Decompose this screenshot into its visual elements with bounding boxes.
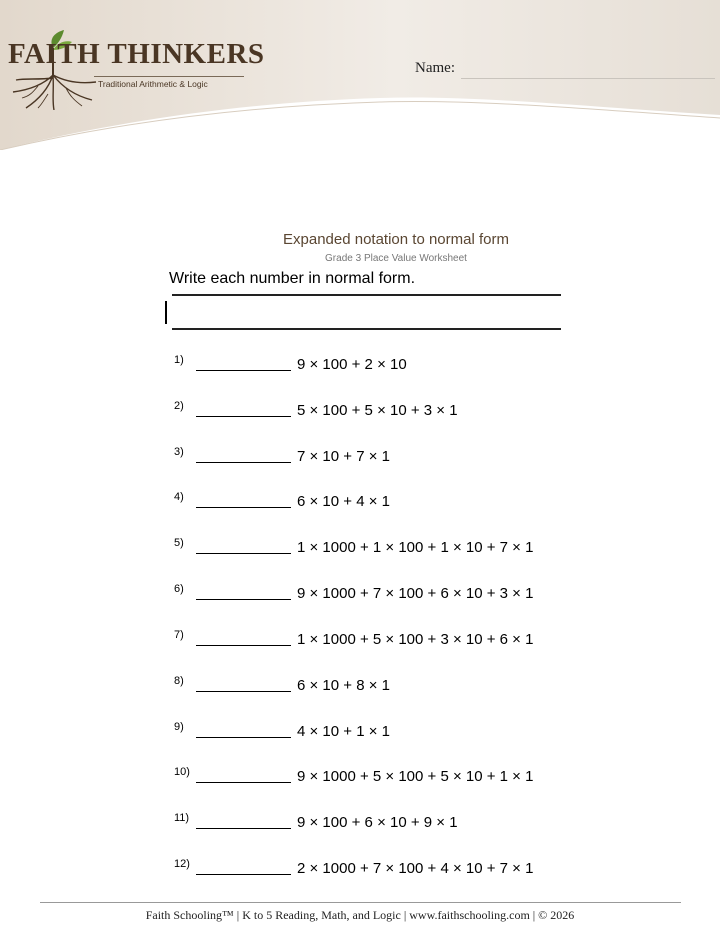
name-field[interactable] <box>415 58 715 88</box>
name-line[interactable] <box>461 78 715 79</box>
problem-number: 5) <box>174 537 184 549</box>
problem-number: 8) <box>174 675 184 687</box>
answer-blank[interactable] <box>196 737 291 738</box>
problem-expression: 6 × 10 + 8 × 1 <box>297 677 390 694</box>
problem-number: 6) <box>174 583 184 595</box>
answer-blank[interactable] <box>196 370 291 371</box>
problem-number: 3) <box>174 446 184 458</box>
logo-divider <box>94 76 244 77</box>
answer-blank[interactable] <box>196 691 291 692</box>
problem-expression: 7 × 10 + 7 × 1 <box>297 448 390 465</box>
answer-blank[interactable] <box>196 416 291 417</box>
problem-item <box>174 400 594 424</box>
problem-item <box>174 629 594 653</box>
faith-thinkers-logo <box>8 30 265 110</box>
answer-blank[interactable] <box>196 874 291 875</box>
top-rule <box>172 294 561 296</box>
instructions: Write each number in normal form. <box>169 270 416 287</box>
problem-item <box>174 721 594 745</box>
problem-number: 9) <box>174 721 184 733</box>
problem-item <box>174 446 594 470</box>
problem-number: 11) <box>174 812 190 824</box>
problem-expression: 5 × 100 + 5 × 10 + 3 × 1 <box>297 402 458 419</box>
answer-blank[interactable] <box>196 645 291 646</box>
bottom-rule <box>172 328 561 330</box>
problem-expression: 1 × 1000 + 5 × 100 + 3 × 10 + 6 × 1 <box>297 631 534 648</box>
problem-item <box>174 858 594 882</box>
problem-item <box>174 491 594 515</box>
problem-expression: 4 × 10 + 1 × 1 <box>297 723 390 740</box>
problem-number: 7) <box>174 629 184 641</box>
problem-number: 2) <box>174 400 184 412</box>
worksheet-title: Expanded notation to normal form <box>283 231 509 248</box>
problem-item <box>174 675 594 699</box>
problem-expression: 9 × 1000 + 7 × 100 + 6 × 10 + 3 × 1 <box>297 585 534 602</box>
answer-blank[interactable] <box>196 782 291 783</box>
problem-number: 12) <box>174 858 190 870</box>
footer-divider <box>40 902 681 903</box>
logo-subtitle: Traditional Arithmetic & Logic <box>98 79 208 89</box>
problem-number: 4) <box>174 491 184 503</box>
worksheet-subtitle: Grade 3 Place Value Worksheet <box>325 253 467 264</box>
problem-item <box>174 537 594 561</box>
problem-number: 1) <box>174 354 184 366</box>
answer-blank[interactable] <box>196 828 291 829</box>
problem-expression: 9 × 100 + 6 × 10 + 9 × 1 <box>297 814 458 831</box>
text-cursor <box>165 301 167 324</box>
answer-blank[interactable] <box>196 507 291 508</box>
problem-expression: 6 × 10 + 4 × 1 <box>297 493 390 510</box>
answer-blank[interactable] <box>196 462 291 463</box>
name-label: Name: <box>415 60 455 76</box>
problem-expression: 9 × 1000 + 5 × 100 + 5 × 10 + 1 × 1 <box>297 768 534 785</box>
answer-blank[interactable] <box>196 599 291 600</box>
answer-blank[interactable] <box>196 553 291 554</box>
problem-item <box>174 812 594 836</box>
problem-expression: 2 × 1000 + 7 × 100 + 4 × 10 + 7 × 1 <box>297 860 534 877</box>
problem-item <box>174 766 594 790</box>
problem-item <box>174 354 594 378</box>
problem-number: 10) <box>174 766 190 778</box>
problem-expression: 1 × 1000 + 1 × 100 + 1 × 10 + 7 × 1 <box>297 539 534 556</box>
logo-title: FAITH THINKERS <box>8 38 265 70</box>
problem-expression: 9 × 100 + 2 × 10 <box>297 356 407 373</box>
problem-item <box>174 583 594 607</box>
footer-text: Faith Schooling™ | K to 5 Reading, Math, and Logic | www.faithschooling.com | © 2026 <box>145 908 575 922</box>
